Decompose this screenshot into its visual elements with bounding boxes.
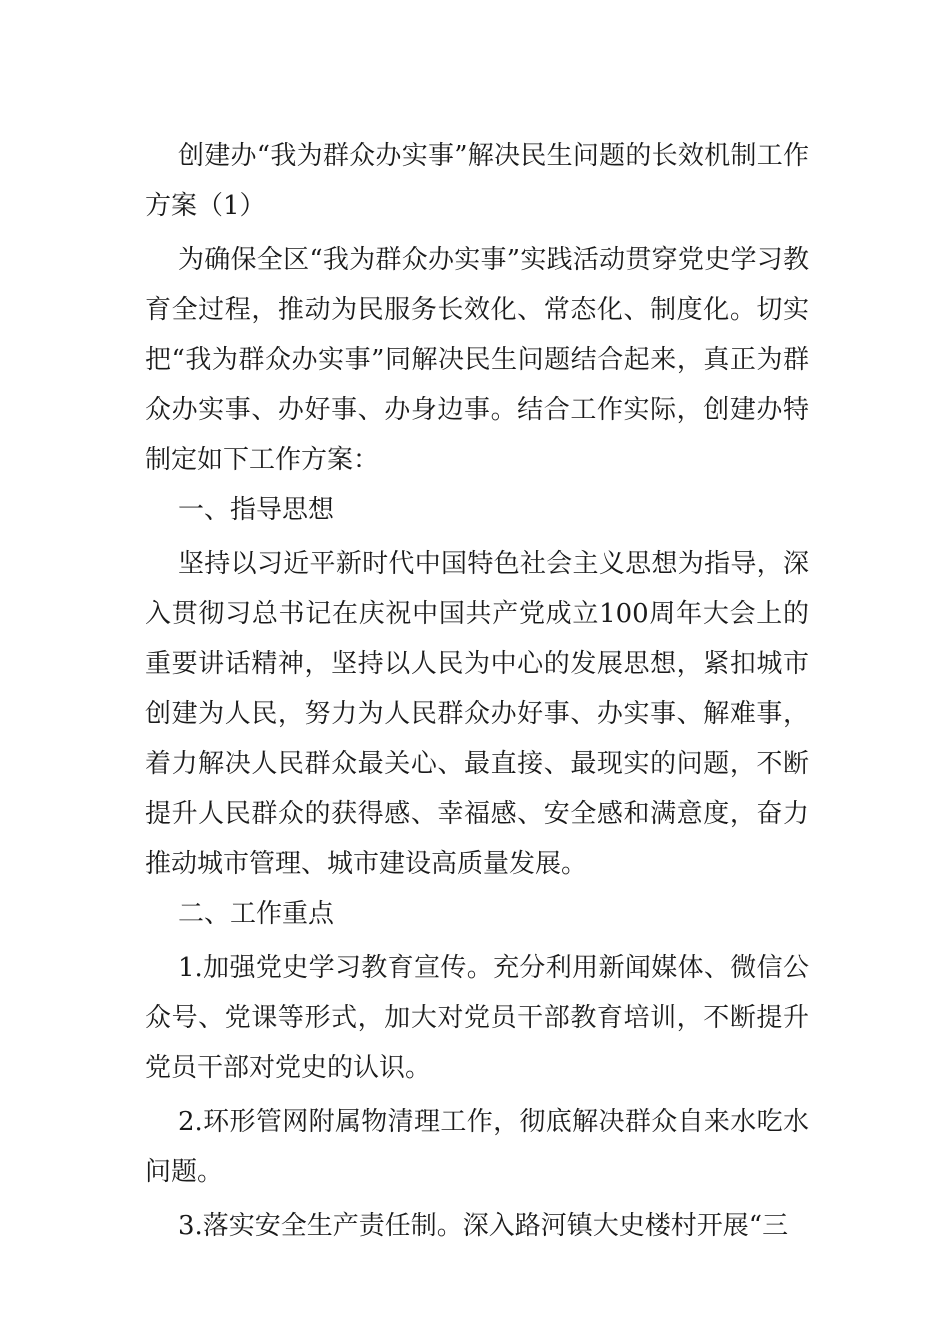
work-item-2: 2.环形管网附属物清理工作，彻底解决群众自来水吃水问题。 [145,1107,809,1187]
document-title: 创建办“我为群众办实事”解决民生问题的长效机制工作方案（1） [145,141,809,221]
work-item-1: 1.加强党史学习教育宣传。充分利用新闻媒体、微信公众号、党课等形式，加大对党员干部教育培训，不断提升党员干部对党史的认识。 [145,953,809,1083]
document-body [145,131,809,1251]
section-heading-work-focus: 二、工作重点 [178,899,335,929]
work-item-3: 3.落实安全生产责任制。深入路河镇大史楼村开展“三 [178,1211,789,1241]
guiding-ideology-paragraph: 坚持以习近平新时代中国特色社会主义思想为指导，深入贯彻习总书记在庆祝中国共产党成立100周年大会上的重要讲话精神，坚持以人民为中心的发展思想，紧扣城市创建为人民，努力为人民群众办好事、办实事、解难事，着力解决人民群众最关心、最直接、最现实的问题，不断提升人民群众的获得感、幸福感、安全感和满意度，奋力推动城市管理、城市建设高质量发展。 [145,549,809,879]
section-heading-guiding-ideology: 一、指导思想 [178,495,335,525]
intro-paragraph: 为确保全区“我为群众办实事”实践活动贯穿党史学习教育全过程，推动为民服务长效化、常态化、制度化。切实把“我为群众办实事”同解决民生问题结合起来，真正为群众办实事、办好事、办身边事。结合工作实际，创建办特制定如下工作方案： [145,245,809,475]
